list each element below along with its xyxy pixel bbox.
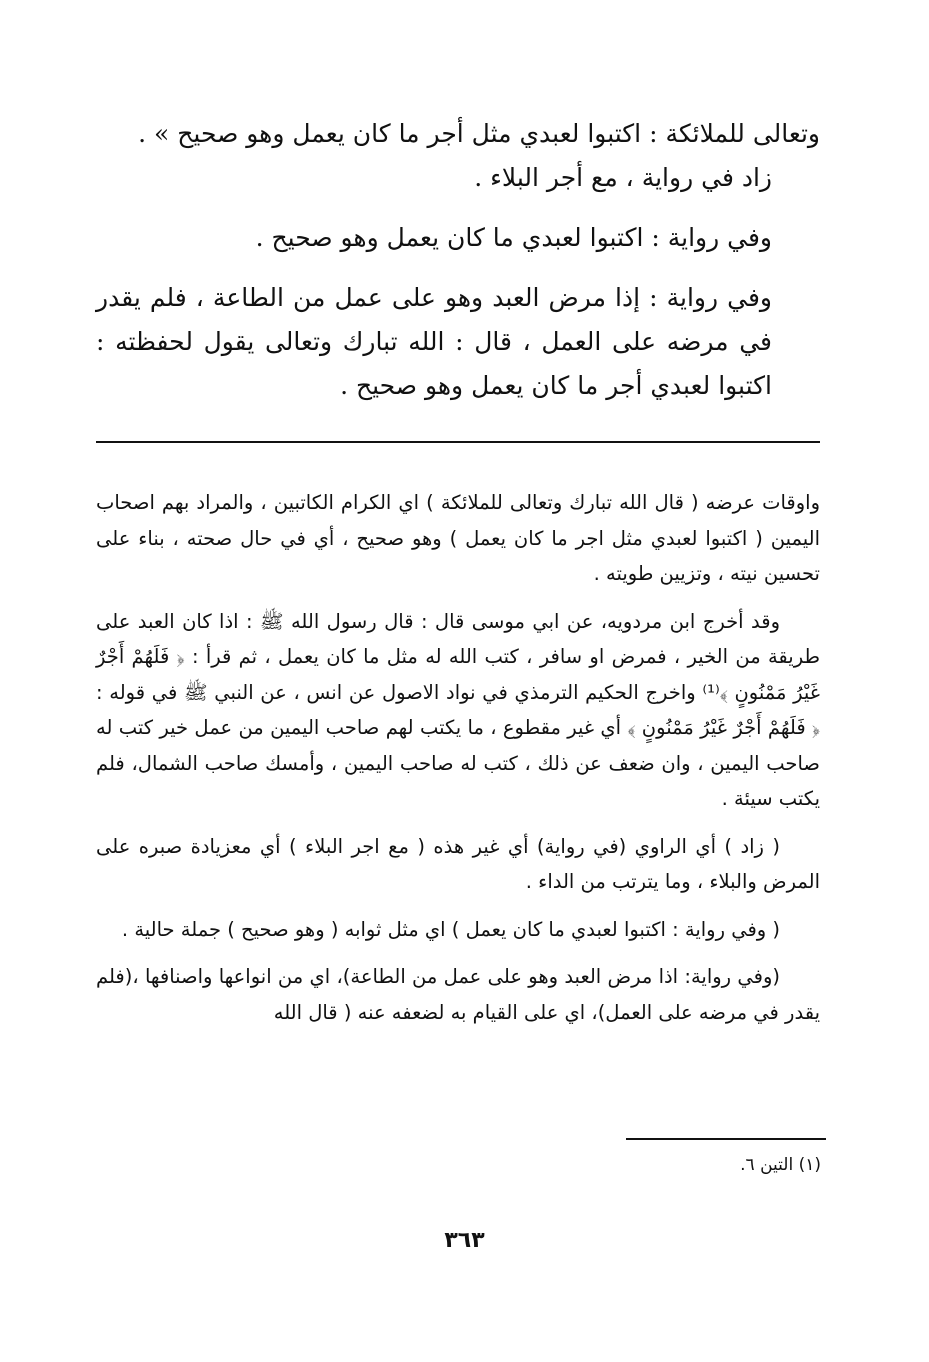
commentary-paragraph: واوقات عرضه ( قال الله تبارك وتعالى للملائكة ) اي الكرام الكاتبين ، والمراد بهم اصحاب اليمين ( اكتبوا لعبدي مثل اجر ما كان يعمل ) وهو صحيح ، أي في حال صحته ، بناء على تحسين نيته ، وتزيين طويته . xyxy=(96,491,820,585)
commentary-text xyxy=(96,485,820,1030)
main-line: زاد في رواية ، مع أجر البلاء . xyxy=(474,163,772,192)
main-line: وفي رواية : إذا مرض العبد وهو على عمل من الطاعة ، فلم يقدر في مرضه على العمل ، قال : الله تبارك وتعالى يقول لحفظته : اكتبوا لعبدي أجر ما كان يعمل وهو صحيح . xyxy=(96,283,772,400)
commentary-paragraph: (وفي رواية: اذا مرض العبد وهو على عمل من الطاعة)، اي من انواعها واصنافها ،(فلم يقدر في مرضه على العمل)، اي على القيام به لضعفه عنه ( قال الله xyxy=(96,965,820,1024)
footnote: (١) التين ٦. xyxy=(740,1155,821,1175)
section-divider xyxy=(96,441,820,443)
commentary-paragraph: ( زاد ) أي الراوي (في رواية) أي غير هذه ( مع اجر البلاء ) أي معزيادة صبره على المرض والبلاء ، وما يترتب من الداء . xyxy=(96,834,820,893)
page-number: ٣٦٣ xyxy=(444,1228,485,1253)
footnote-divider xyxy=(626,1138,826,1140)
main-line: وتعالى للملائكة : اكتبوا لعبدي مثل أجر ما كان يعمل وهو صحيح » . xyxy=(138,119,820,148)
hadith-text xyxy=(96,112,820,408)
commentary-paragraph: ( وفي رواية : اكتبوا لعبدي ما كان يعمل ) اي مثل ثوابه ( وهو صحيح ) جملة حالية . xyxy=(121,917,780,941)
commentary-paragraph: وقد أخرج ابن مردويه، عن ابي موسى قال : قال رسول الله ﷺ : اذا كان العبد على طريقة من الخير ، فمرض او سافر ، كتب الله له مثل ما كان يعمل ، ثم قرأ : ﴿ فَلَهُمْ أَجْرٌ غَيْرُ مَمْنُونٍ ﴾⁽¹⁾ واخرج الحكيم الترمذي في نواد الاصول عن انس ، عن النبي ﷺ في قوله : ﴿ فَلَهُمْ أَجْرٌ غَيْرُ مَمْنُونٍ ﴾ أي غير مقطوع ، ما يكتب لهم صاحب اليمين من عمل خير كتب له صاحب اليمين ، وان ضعف عن ذلك ، كتب له صاحب اليمين ، وأمسك صاحب الشمال، فلم يكتب سيئة . xyxy=(96,609,820,810)
main-line: وفي رواية : اكتبوا لعبدي ما كان يعمل وهو صحيح . xyxy=(255,223,772,252)
